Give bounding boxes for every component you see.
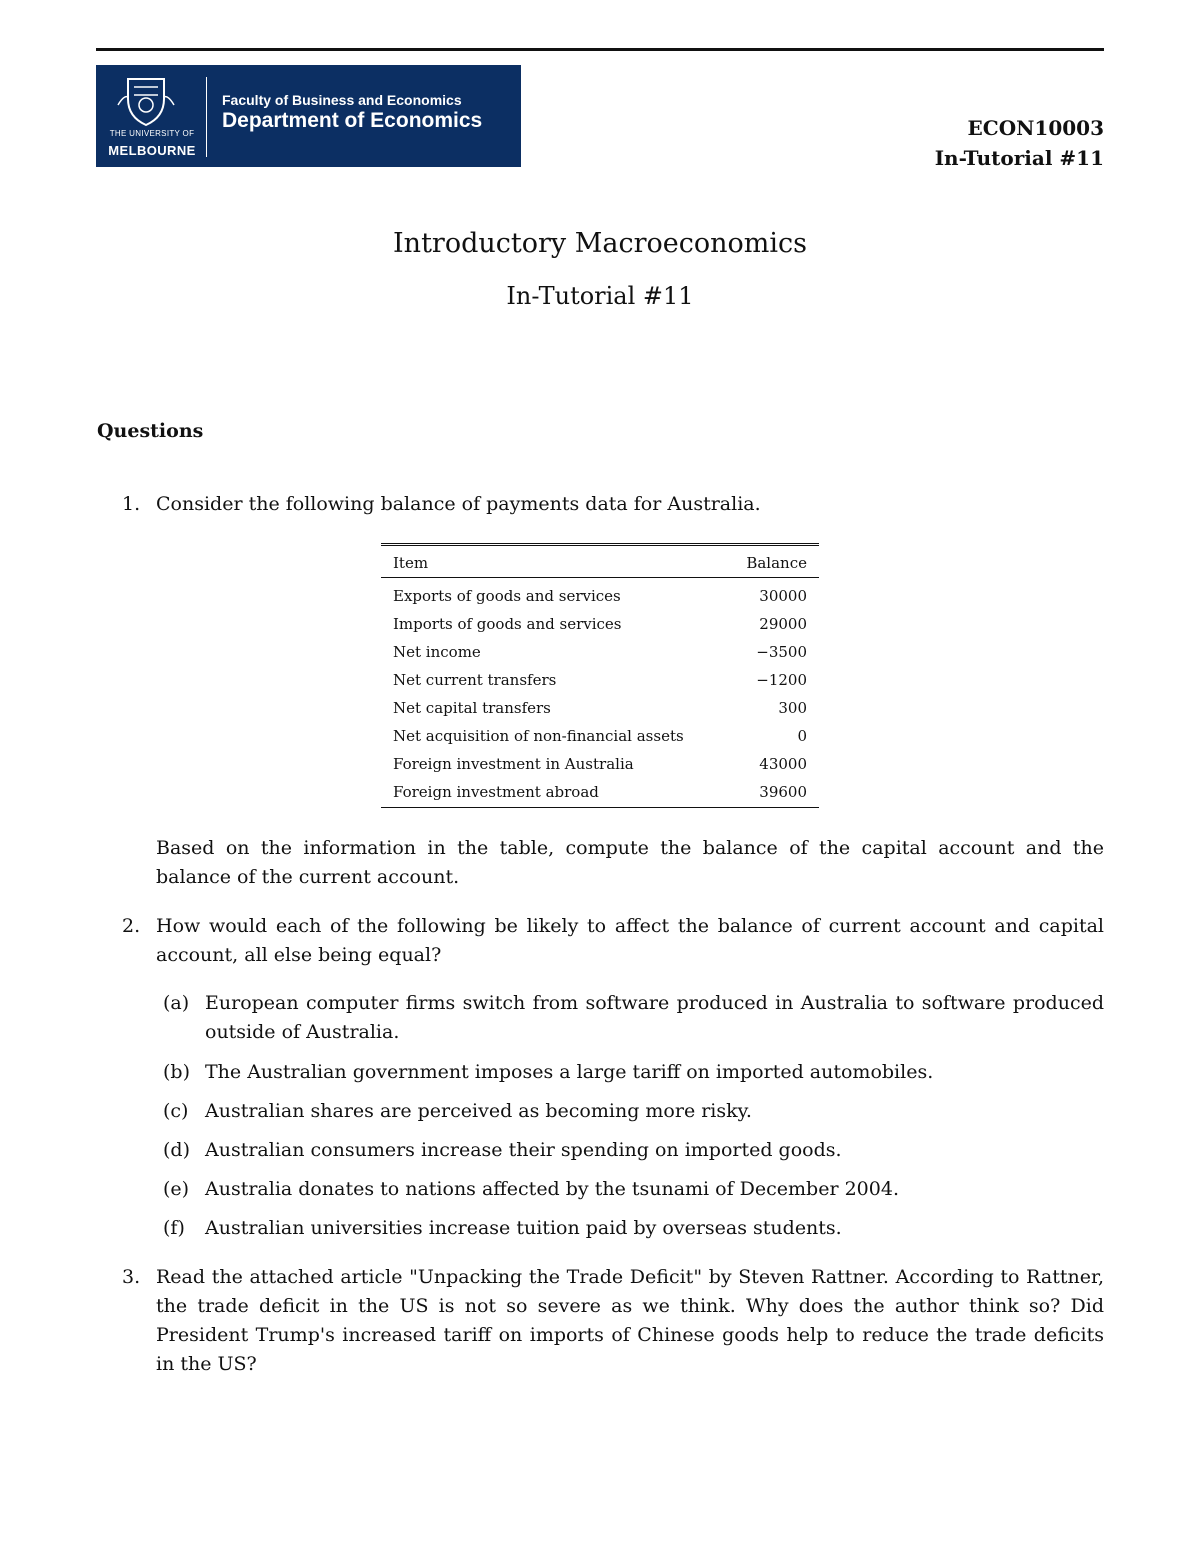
question-2f-label: (f) — [163, 1217, 185, 1239]
top-rule — [96, 48, 1104, 51]
question-2-text: How would each of the following be likely to affect the balance of current account and capital account, all else being equal? — [156, 915, 1104, 966]
table-row — [381, 666, 819, 694]
table-cell-balance: −1200 — [756, 671, 807, 689]
question-2c-text: Australian shares are perceived as becoming more risky. — [205, 1100, 752, 1122]
column-header-item: Item — [381, 545, 726, 578]
logo-divider — [206, 77, 207, 157]
table-cell-balance: 300 — [778, 699, 807, 717]
table-row — [381, 578, 819, 611]
table-cell-balance: 0 — [797, 727, 807, 745]
question-2b-label: (b) — [163, 1061, 190, 1083]
department-logo — [96, 65, 521, 167]
question-1-followup: Based on the information in the table, compute the balance of the capital account and the balance of the current account. — [156, 837, 1104, 888]
question-2b-text: The Australian government imposes a large tariff on imported automobiles. — [205, 1061, 934, 1083]
department-name: Department of Economics — [222, 109, 483, 132]
table-cell-balance: −3500 — [756, 643, 807, 661]
table-row — [381, 694, 819, 722]
question-2e-label: (e) — [163, 1178, 190, 1200]
balance-of-payments-table — [381, 543, 819, 808]
table-cell-item: Net current transfers — [393, 671, 557, 689]
tutorial-label: In-Tutorial #11 — [934, 146, 1104, 170]
question-2e-text: Australia donates to nations affected by the tsunami of December 2004. — [205, 1178, 899, 1200]
table-row — [381, 722, 819, 750]
question-1-intro: Consider the following balance of payments data for Australia. — [156, 493, 761, 515]
question-2-number: 2. — [122, 915, 141, 937]
table-cell-item: Net capital transfers — [393, 699, 551, 717]
question-2f-text: Australian universities increase tuition paid by overseas students. — [205, 1217, 842, 1239]
question-3-text: Read the attached article "Unpacking the Trade Deficit" by Steven Rattner. According to Rattner, the trade deficit in the US is not so severe as we think. Why does the author think so? Did President Trump's increased tariff on imports of Chinese goods help to reduce the trade deficits in the US? — [156, 1266, 1104, 1375]
table-cell-balance: 29000 — [759, 615, 807, 633]
course-code: ECON10003 — [967, 116, 1104, 140]
table-cell-item: Foreign investment in Australia — [393, 755, 634, 773]
table-cell-balance: 43000 — [759, 755, 807, 773]
question-2d-text: Australian consumers increase their spending on imported goods. — [205, 1139, 842, 1161]
table-row — [381, 610, 819, 638]
table-cell-item: Exports of goods and services — [393, 587, 621, 605]
section-heading: Questions — [97, 420, 204, 442]
question-3-number: 3. — [122, 1266, 141, 1288]
question-2a-label: (a) — [163, 992, 190, 1014]
table-cell-balance: 30000 — [759, 587, 807, 605]
question-2a-text: European computer firms switch from software produced in Australia to software produced outside of Australia. — [205, 992, 1104, 1043]
university-name-line2: MELBOURNE — [108, 143, 196, 158]
faculty-name: Faculty of Business and Economics — [222, 92, 462, 108]
table-cell-item: Net income — [393, 643, 481, 661]
table-cell-item: Net acquisition of non-financial assets — [393, 727, 684, 745]
column-header-balance: Balance — [726, 545, 819, 578]
question-2c-label: (c) — [163, 1100, 189, 1122]
table-row — [381, 638, 819, 666]
question-2d-label: (d) — [163, 1139, 190, 1161]
question-1-number: 1. — [122, 493, 141, 515]
university-crest-icon — [114, 75, 178, 127]
table-cell-balance: 39600 — [726, 778, 819, 808]
table-header-row — [381, 545, 819, 578]
table-cell-item: Foreign investment abroad — [381, 778, 726, 808]
university-name-line1: THE UNIVERSITY OF — [109, 129, 195, 138]
page-subtitle: In-Tutorial #11 — [506, 282, 694, 310]
table-row — [381, 750, 819, 778]
table-row — [381, 778, 819, 808]
table-cell-item: Imports of goods and services — [393, 615, 622, 633]
page-title: Introductory Macroeconomics — [393, 228, 807, 259]
